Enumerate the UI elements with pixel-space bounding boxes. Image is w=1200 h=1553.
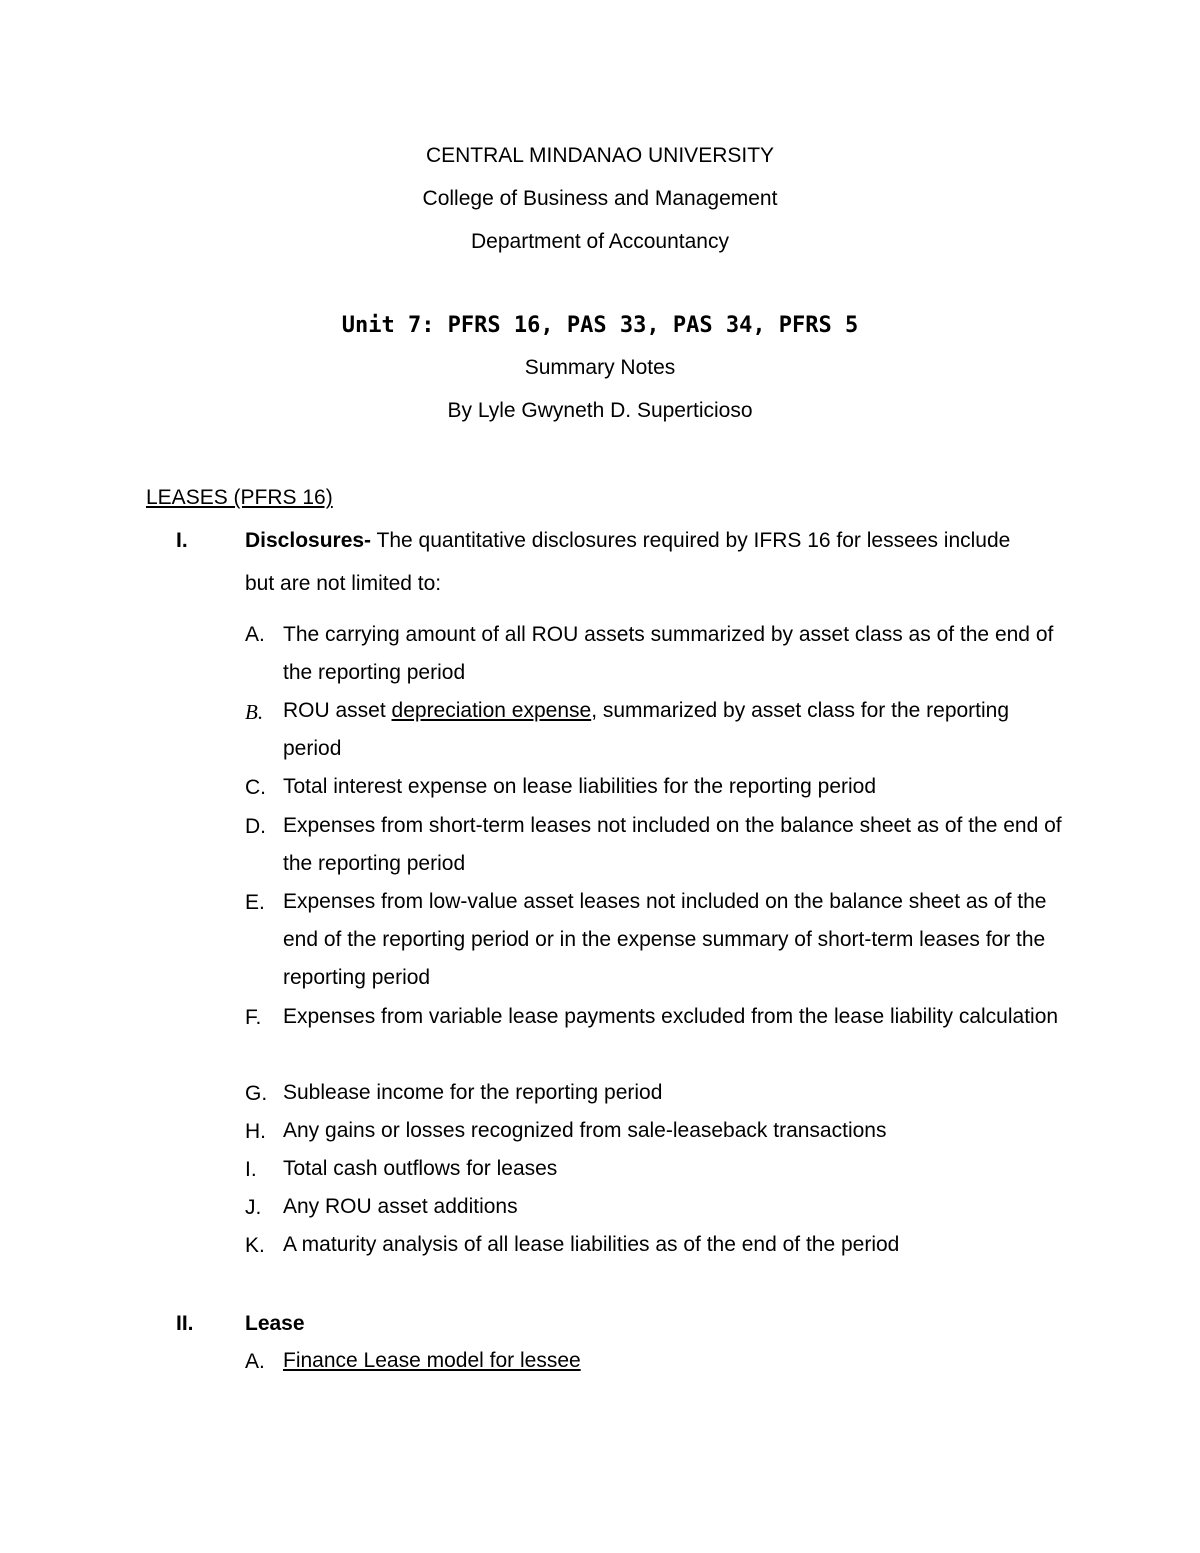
list-item: Any gains or losses recognized from sale-leaseback transactions xyxy=(283,1119,887,1142)
list-item-letter: E. xyxy=(245,891,265,914)
list-item-letter: K. xyxy=(245,1234,265,1257)
lease-label: Lease xyxy=(245,1312,305,1335)
part-numeral: II. xyxy=(176,1312,194,1335)
list-item: Sublease income for the reporting period xyxy=(283,1081,663,1104)
list-item-letter: I. xyxy=(245,1158,257,1181)
list-item-letter: H. xyxy=(245,1120,266,1143)
disclosures-label: Disclosures- xyxy=(245,529,372,552)
list-item: Total cash outflows for leases xyxy=(283,1157,558,1180)
depreciation-expense-term: depreciation expense xyxy=(391,699,592,722)
list-item-letter: G. xyxy=(245,1082,268,1105)
list-item: The carrying amount of all ROU assets summarized by asset class as of the end of the reporting period xyxy=(283,623,1054,684)
list-item: Expenses from short-term leases not included on the balance sheet as of the end of the reporting period xyxy=(283,814,1062,875)
list-item-letter: J. xyxy=(245,1196,262,1219)
list-item: A maturity analysis of all lease liabilities as of the end of the period xyxy=(283,1233,900,1256)
document-title: Unit 7: PFRS 16, PAS 33, PAS 34, PFRS 5 xyxy=(341,313,859,338)
list-item: Finance Lease model for lessee xyxy=(283,1349,581,1372)
list-item-letter: C. xyxy=(245,776,266,799)
list-item: Any ROU asset additions xyxy=(283,1195,518,1218)
list-item: Total interest expense on lease liabilities for the reporting period xyxy=(283,775,877,798)
list-item-letter: A. xyxy=(245,623,265,646)
department-name: Department of Accountancy xyxy=(471,230,729,253)
list-item-letter: F. xyxy=(245,1006,262,1029)
list-item: Expenses from variable lease payments excluded from the lease liability calculation xyxy=(283,1005,1059,1028)
list-item-letter: D. xyxy=(245,815,266,838)
college-name: College of Business and Management xyxy=(422,187,778,210)
document-author: By Lyle Gwyneth D. Superticioso xyxy=(447,399,753,422)
university-name: CENTRAL MINDANAO UNIVERSITY xyxy=(425,144,775,167)
document-subtitle: Summary Notes xyxy=(524,356,676,379)
list-item xyxy=(283,692,1073,768)
part-numeral: I. xyxy=(176,529,188,552)
list-item: Expenses from low-value asset leases not included on the balance sheet as of the end of the reporting period or in the expense summary of short-term leases for the reporting period xyxy=(283,890,1047,989)
list-item-letter: A. xyxy=(245,1350,265,1373)
disclosures-intro-cont: but are not limited to: xyxy=(245,572,442,595)
list-item-letter: B. xyxy=(245,700,264,724)
list-item-text: , summarized by asset class for the reporting period xyxy=(283,699,1010,760)
section-heading: LEASES (PFRS 16) xyxy=(146,486,333,509)
list-item-text: ROU asset xyxy=(283,699,392,722)
disclosures-intro-text: The quantitative disclosures required by IFRS 16 for lessees include xyxy=(371,529,1011,552)
disclosures-intro xyxy=(245,529,1010,553)
